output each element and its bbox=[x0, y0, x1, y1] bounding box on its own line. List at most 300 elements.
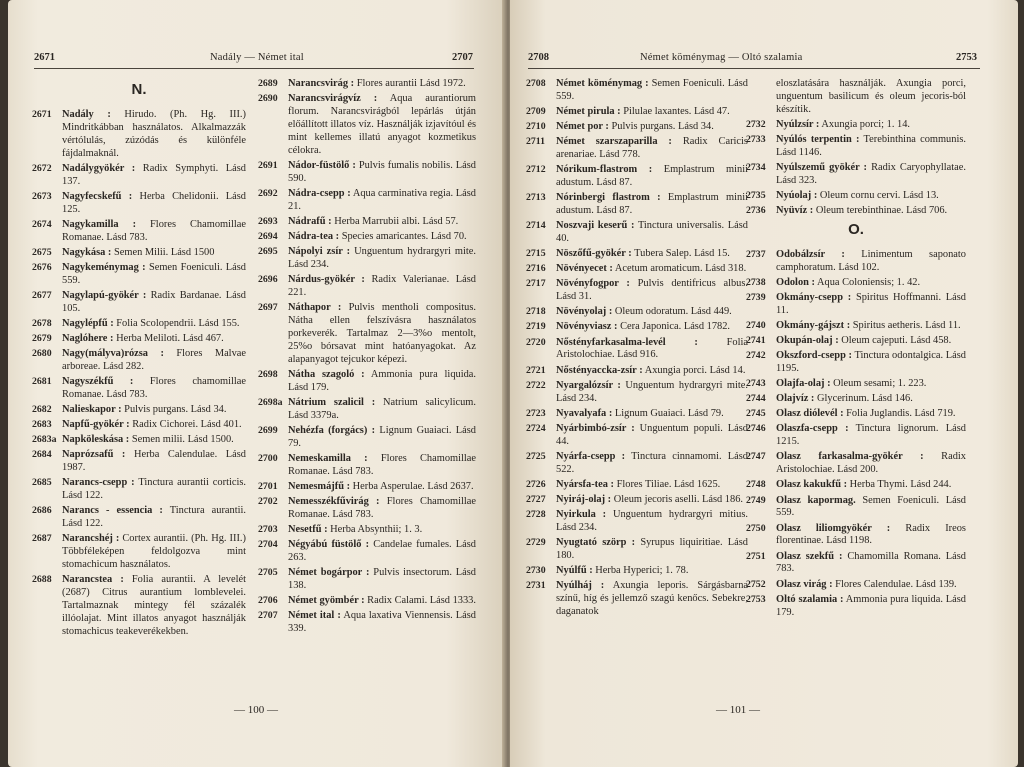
entry-definition: Axungia leporis. Sárgásbarna színű, híg és jellemző szagú kenőcs. Sebekre, daganatok bbox=[556, 580, 749, 617]
entry-definition: Semen Foeniculi. Lásd 559. bbox=[556, 78, 748, 102]
dictionary-entry bbox=[526, 565, 748, 578]
entry-definition: Species amaricantes. Lásd 70. bbox=[341, 230, 467, 242]
dictionary-entry bbox=[746, 523, 966, 549]
dictionary-entry bbox=[258, 231, 476, 244]
entry-number: 2681 bbox=[32, 376, 52, 387]
entry-definition: Aqua laxativa Viennensis. Lásd 339. bbox=[288, 610, 476, 634]
entry-headword: Nagylapú-gyökér : bbox=[62, 289, 147, 301]
entry-number: 2724 bbox=[526, 422, 546, 434]
dictionary-entry bbox=[746, 350, 966, 376]
entry-number: 2697 bbox=[258, 302, 278, 313]
entry-headword: Nagykása : bbox=[62, 246, 112, 258]
entry-headword: Okszford-csepp : bbox=[776, 350, 852, 362]
entry-headword: Nadálygyökér : bbox=[62, 162, 136, 174]
entry-body bbox=[776, 579, 966, 592]
entry-definition: Oleum terebinthinae. Lásd 706. bbox=[815, 205, 948, 217]
dictionary-entry bbox=[258, 369, 476, 395]
dictionary-entry bbox=[746, 119, 966, 132]
dictionary-entry bbox=[526, 263, 748, 276]
entry-body bbox=[556, 423, 748, 449]
entry-body bbox=[556, 106, 748, 119]
entry-body bbox=[288, 453, 476, 479]
entry-headword: Naprózsafű : bbox=[62, 449, 126, 461]
entry-number: 2738 bbox=[746, 276, 766, 288]
entry-body bbox=[556, 494, 748, 507]
entry-number: 2691 bbox=[258, 159, 278, 171]
entry-body bbox=[288, 231, 476, 244]
entry-number: 2701 bbox=[258, 480, 278, 492]
entry-body bbox=[62, 262, 246, 288]
entry-headword: Nalieskapor : bbox=[62, 404, 122, 415]
entry-number: 2734 bbox=[746, 162, 766, 173]
entry-definition: Folia Juglandis. Lásd 719. bbox=[846, 408, 956, 420]
entry-definition: Pulvis fumalis nobilis. Lásd 590. bbox=[288, 159, 476, 184]
entry-definition: Folia Aristolochiae. Lásd 916. bbox=[556, 336, 748, 361]
entry-body bbox=[776, 451, 966, 477]
entry-definition: Radix Ireos florentinae. Lásd 1198. bbox=[776, 522, 966, 547]
entry-body bbox=[776, 523, 966, 549]
entry-number: 2735 bbox=[746, 190, 766, 201]
entry-headword: Olasz kapormag. bbox=[776, 494, 856, 506]
entry-body bbox=[776, 205, 966, 218]
entry-definition: Folia aurantii. A levelét (2687) Citrus aurantium lomblevelei. Tartalmaznak mintegy fél százalék illóolajat. Mint illatos anyagot használják stomachicus teakeverékekben. bbox=[62, 574, 246, 637]
entry-number: 2706 bbox=[258, 594, 278, 606]
entry-headword: Nyugtató szörp : bbox=[556, 536, 636, 548]
entry-number: 2713 bbox=[526, 192, 546, 204]
entry-body bbox=[62, 348, 246, 374]
entry-definition: Terebinthina communis. Lásd 1146. bbox=[776, 134, 966, 158]
entry-definition: Tinctura cinnamomi. Lásd 522. bbox=[556, 450, 748, 475]
dictionary-entry bbox=[746, 205, 966, 218]
entry-definition: Pulvis dentifricus albus. Lásd 31. bbox=[556, 278, 748, 303]
entry-headword: Nyúlzsír : bbox=[776, 118, 820, 130]
entry-number: 2715 bbox=[526, 248, 546, 260]
entry-body bbox=[776, 551, 966, 577]
entry-headword: Növényviasz : bbox=[556, 321, 618, 333]
entry-definition: Flores Malvae arboreae. Lásd 282. bbox=[62, 348, 246, 372]
entry-number: 2705 bbox=[258, 566, 278, 578]
entry-definition: Oleum jecoris aselli. Lásd 186. bbox=[613, 493, 743, 505]
entry-definition: Ammonia pura liquida. Lásd 179. bbox=[288, 368, 476, 393]
continued-entry bbox=[746, 78, 966, 117]
entry-number: 2722 bbox=[526, 379, 546, 391]
entry-definition: Semen Foeniculi. Lásd 559. bbox=[776, 494, 966, 519]
entry-definition: Herba Chelidonii. Lásd 125. bbox=[62, 190, 246, 215]
entry-headword: Német szarszaparilla : bbox=[556, 136, 672, 148]
entry-headword: Nyavalyafa : bbox=[556, 407, 613, 419]
entry-number: 2698 bbox=[258, 368, 278, 380]
entry-number: 2703 bbox=[258, 523, 278, 535]
entry-definition: Oleum odoratum. Lásd 449. bbox=[614, 306, 732, 318]
entry-definition: Folia Scolopendrii. Lásd 155. bbox=[116, 317, 240, 329]
entry-definition: Axungia porci; 1. 14. bbox=[821, 118, 911, 130]
entry-body bbox=[62, 191, 246, 217]
entry-definition: Cera Japonica. Lásd 1782. bbox=[620, 321, 731, 333]
entry-definition: Pilulae laxantes. Lásd 47. bbox=[623, 106, 730, 117]
entry-body bbox=[556, 78, 748, 104]
right-head-first-entry: 2708 bbox=[528, 52, 549, 63]
entry-number: 2678 bbox=[32, 317, 52, 329]
entry-definition: Flores Chamomillae Romanae. Lásd 783. bbox=[62, 218, 246, 243]
entry-headword: Narancstea : bbox=[62, 574, 124, 586]
entry-body bbox=[62, 219, 246, 245]
entry-definition: Ammonia pura liquida. Lásd 179. bbox=[776, 593, 967, 618]
entry-definition: Pulvis purgans. Lásd 34. bbox=[124, 404, 227, 415]
entry-definition: Syrupus liquiritiae. Lásd 180. bbox=[556, 536, 748, 561]
entry-headword: Olasz farkasalma-gyökér : bbox=[776, 451, 924, 463]
right-head-title: Német köménymag — Oltó szalamia bbox=[640, 52, 803, 63]
entry-body bbox=[62, 376, 246, 402]
entry-body bbox=[776, 190, 966, 203]
entry-body bbox=[288, 610, 476, 636]
dictionary-entry bbox=[258, 188, 476, 214]
entry-body bbox=[776, 408, 966, 421]
entry-headword: Narancs-csepp : bbox=[62, 477, 135, 489]
entry-body bbox=[556, 263, 748, 276]
entry-number: 2683 bbox=[32, 419, 52, 431]
entry-headword: Náthapor : bbox=[288, 302, 342, 313]
entry-number: 2709 bbox=[526, 106, 546, 117]
dictionary-entry bbox=[258, 93, 476, 158]
entry-definition: Flores aurantii Lásd 1972. bbox=[356, 78, 466, 89]
entry-number: 2711 bbox=[526, 136, 546, 148]
entry-body bbox=[556, 192, 748, 218]
entry-body bbox=[288, 481, 476, 494]
entry-number: 2741 bbox=[746, 335, 766, 347]
entry-body bbox=[62, 533, 246, 572]
entry-body bbox=[288, 496, 476, 522]
entry-definition: Herba Hyperici; 1. 78. bbox=[595, 564, 689, 576]
entry-number: 2720 bbox=[526, 336, 546, 348]
dictionary-entry bbox=[258, 481, 476, 494]
entry-headword: Nagy(mályva)rózsa : bbox=[62, 348, 164, 359]
entry-headword: Nyúlszemű gyökér : bbox=[776, 162, 868, 173]
entry-body bbox=[776, 162, 966, 188]
entry-number: 2716 bbox=[526, 263, 546, 275]
right-page-number: — 101 — bbox=[716, 704, 760, 716]
dictionary-entry bbox=[258, 302, 476, 367]
dictionary-entry bbox=[746, 594, 966, 620]
entry-headword: Noszvaji keserű : bbox=[556, 220, 635, 232]
entry-body bbox=[556, 479, 748, 492]
dictionary-entry bbox=[746, 249, 966, 275]
dictionary-entry bbox=[746, 423, 966, 449]
dictionary-entry bbox=[258, 610, 476, 636]
entry-number: 2702 bbox=[258, 495, 278, 507]
entry-headword: Nehézfa (forgács) : bbox=[288, 424, 376, 436]
entry-definition: Axungia porci. Lásd 14. bbox=[644, 364, 746, 376]
entry-headword: Nyárfa-csepp : bbox=[556, 450, 626, 462]
entry-headword: Nyiráj-olaj : bbox=[556, 493, 612, 505]
entry-number: 2690 bbox=[258, 93, 278, 105]
entry-headword: Nagylépfű : bbox=[62, 317, 114, 329]
dictionary-entry bbox=[746, 292, 966, 318]
dictionary-entry bbox=[746, 277, 966, 290]
entry-body bbox=[288, 425, 476, 451]
entry-headword: Nemesszékfűvirág : bbox=[288, 495, 380, 507]
entry-definition: Herba Calendulae. Lásd 1987. bbox=[62, 449, 246, 474]
entry-definition: Acetum aromaticum. Lásd 318. bbox=[614, 263, 747, 275]
dictionary-entry bbox=[258, 78, 476, 91]
entry-definition: Emplastrum minii adustum. Lásd 87. bbox=[556, 192, 748, 217]
entry-definition: Aqua aurantiorum florum. Narancsvirágból lepárlás útján előállított illatos víz. Használják izjavítóul és mint kellemes illatú anyagot kozmetikus célokra. bbox=[288, 93, 477, 156]
entry-number: 2682 bbox=[32, 404, 52, 415]
entry-headword: Olasz diólevél : bbox=[776, 408, 844, 420]
dictionary-entry bbox=[32, 419, 246, 432]
entry-number: 2729 bbox=[526, 536, 546, 548]
entry-body bbox=[776, 320, 966, 333]
entry-headword: Okmány-gájszt : bbox=[776, 320, 851, 331]
entry-definition: Herba Marrubii albi. Lásd 57. bbox=[334, 215, 459, 227]
entry-definition: Pulvis purgans. Lásd 34. bbox=[611, 121, 714, 133]
entry-number: 2677 bbox=[32, 289, 52, 301]
entry-body bbox=[556, 278, 748, 304]
dictionary-entry bbox=[32, 574, 246, 639]
entry-definition: Radix Cichorei. Lásd 401. bbox=[132, 419, 242, 431]
entry-definition: Herba Asperulae. Lásd 2637. bbox=[352, 480, 474, 492]
entry-body bbox=[288, 78, 476, 91]
entry-headword: Nórikum-flastrom : bbox=[556, 164, 653, 176]
entry-headword: Német köménymag : bbox=[556, 78, 649, 89]
dictionary-entry bbox=[258, 453, 476, 479]
dictionary-entry bbox=[32, 404, 246, 417]
dictionary-entry bbox=[32, 333, 246, 346]
dictionary-entry bbox=[526, 479, 748, 492]
entry-headword: Nagyszékfű : bbox=[62, 376, 134, 387]
dictionary-entry bbox=[526, 248, 748, 261]
entry-headword: Növényfogpor : bbox=[556, 278, 630, 290]
dictionary-entry bbox=[32, 348, 246, 374]
entry-headword: Olaszfa-csepp : bbox=[776, 423, 849, 435]
entry-headword: Olasz kakukfű : bbox=[776, 479, 848, 491]
entry-definition: Radix Valerianae. Lásd 221. bbox=[288, 274, 476, 298]
entry-headword: Nyúolaj : bbox=[776, 190, 818, 201]
left-column-1 bbox=[32, 78, 246, 641]
entry-number: 2736 bbox=[746, 205, 766, 217]
entry-number: 2695 bbox=[258, 246, 278, 257]
dictionary-entry bbox=[746, 579, 966, 592]
entry-number: 2675 bbox=[32, 246, 52, 258]
entry-number: 2710 bbox=[526, 121, 546, 133]
entry-number: 2704 bbox=[258, 538, 278, 550]
entry-headword: Nadály : bbox=[62, 108, 111, 120]
entry-number: 2693 bbox=[258, 215, 278, 227]
entry-headword: Olasz liliomgyökér : bbox=[776, 522, 891, 534]
entry-definition: Radix Bardanae. Lásd 105. bbox=[62, 289, 246, 314]
entry-definition: Semen Foeniculi. Lásd 559. bbox=[62, 261, 246, 286]
dictionary-entry bbox=[32, 434, 246, 447]
entry-headword: Nemeskamilla : bbox=[288, 452, 368, 464]
entry-headword: Nápolyi zsír : bbox=[288, 246, 351, 257]
entry-headword: Nyargalózsír : bbox=[556, 379, 621, 391]
entry-headword: Nőstényfarkasalma-levél : bbox=[556, 336, 698, 348]
entry-headword: Nyúlfű : bbox=[556, 564, 593, 576]
right-page bbox=[510, 0, 1018, 767]
dictionary-entry bbox=[526, 136, 748, 162]
entry-number: 2753 bbox=[746, 593, 766, 605]
entry-definition: Flores Chamomillae Romanae. Lásd 783. bbox=[288, 495, 476, 520]
dictionary-entry bbox=[526, 337, 748, 363]
entry-headword: Narancshéj : bbox=[62, 533, 120, 545]
entry-definition: Oleum cajeputi. Lásd 458. bbox=[841, 335, 952, 347]
entry-definition: Flores Tiliae. Lásd 1625. bbox=[616, 478, 721, 490]
entry-headword: Nyársfa-tea : bbox=[556, 478, 614, 490]
dictionary-entry bbox=[32, 219, 246, 245]
dictionary-entry bbox=[258, 425, 476, 451]
entry-body bbox=[62, 419, 246, 432]
entry-headword: Német gyömbér : bbox=[288, 594, 365, 606]
dictionary-entry bbox=[746, 320, 966, 333]
dictionary-entry bbox=[526, 121, 748, 134]
entry-definition: Radix Caricis arenariae. Lásd 778. bbox=[556, 136, 748, 161]
entry-body bbox=[62, 290, 246, 316]
entry-headword: Nátha szagoló : bbox=[288, 368, 365, 380]
entry-body bbox=[62, 404, 246, 417]
entry-number: 2743 bbox=[746, 378, 766, 390]
entry-body bbox=[288, 216, 476, 229]
entry-definition: Spiritus Hoffmanni. Lásd 11. bbox=[776, 292, 966, 316]
entry-number: 2687 bbox=[32, 533, 52, 545]
entry-headword: Német ital : bbox=[288, 610, 341, 621]
entry-headword: Olasz virág : bbox=[776, 578, 833, 590]
dictionary-entry bbox=[32, 290, 246, 316]
entry-headword: Odobálzsír : bbox=[776, 248, 845, 260]
entry-number: 2671 bbox=[32, 108, 52, 120]
entry-body bbox=[556, 537, 748, 563]
entry-body bbox=[288, 274, 476, 300]
entry-headword: Nesetfű : bbox=[288, 523, 328, 535]
entry-number: 2707 bbox=[258, 610, 278, 621]
entry-headword: Oltó szalamia : bbox=[776, 593, 844, 605]
entry-body bbox=[556, 136, 748, 162]
entry-definition: Tinctura universalis. Lásd 40. bbox=[556, 220, 748, 245]
entry-headword: Nádor-füstölő : bbox=[288, 159, 356, 171]
dictionary-entry bbox=[258, 595, 476, 608]
entry-definition: Oleum cornu cervi. Lásd 13. bbox=[819, 190, 939, 201]
entry-body bbox=[288, 188, 476, 214]
entry-body bbox=[776, 378, 966, 391]
entry-number: 2674 bbox=[32, 218, 52, 230]
entry-body bbox=[556, 451, 748, 477]
dictionary-entry bbox=[746, 408, 966, 421]
entry-body bbox=[556, 337, 748, 363]
entry-definition: Radix Aristolochiae. Lásd 200. bbox=[776, 451, 966, 476]
dictionary-entry bbox=[526, 580, 748, 619]
entry-number: 2752 bbox=[746, 578, 766, 590]
entry-headword: Narancs - essencia : bbox=[62, 505, 163, 517]
entry-definition: Lignum Guaiaci. Lásd 79. bbox=[288, 424, 476, 449]
entry-number: 2698a bbox=[258, 396, 283, 408]
entry-body bbox=[62, 333, 246, 346]
dictionary-entry bbox=[746, 451, 966, 477]
dictionary-entry bbox=[746, 335, 966, 348]
dictionary-entry bbox=[258, 397, 476, 423]
entry-number: 2732 bbox=[746, 118, 766, 130]
dictionary-entry bbox=[258, 524, 476, 537]
entry-body bbox=[556, 380, 748, 406]
dictionary-entry bbox=[526, 494, 748, 507]
entry-definition: Oleum sesami; 1. 223. bbox=[833, 378, 927, 390]
entry-number: 2714 bbox=[526, 220, 546, 232]
entry-body bbox=[776, 134, 966, 160]
entry-definition: Tinctura lignorum. Lásd 1215. bbox=[776, 423, 966, 448]
left-head-last-entry: 2707 bbox=[452, 52, 473, 63]
entry-definition: Semen Milii. Lásd 1500 bbox=[113, 246, 215, 258]
entry-body bbox=[288, 567, 476, 593]
entry-definition: Spiritus aetheris. Lásd 11. bbox=[852, 320, 961, 331]
entry-definition: Unguentum hydrargyri mite. Lásd 234. bbox=[556, 379, 748, 404]
section-letter-o: O. bbox=[848, 221, 864, 238]
entry-number: 2684 bbox=[32, 449, 52, 461]
entry-definition: Unguentum populi. Lásd 44. bbox=[556, 422, 748, 447]
dictionary-entry bbox=[526, 164, 748, 190]
entry-number: 2727 bbox=[526, 493, 546, 505]
dictionary-entry bbox=[526, 380, 748, 406]
entry-body bbox=[556, 121, 748, 134]
entry-body bbox=[556, 306, 748, 319]
entry-body bbox=[62, 574, 246, 639]
entry-definition: Tinctura odontalgica. Lásd 1195. bbox=[776, 350, 966, 375]
entry-headword: Négyábú füstölő : bbox=[288, 538, 370, 550]
entry-number: 2728 bbox=[526, 508, 546, 520]
entry-number: 2742 bbox=[746, 350, 766, 362]
entry-body bbox=[776, 350, 966, 376]
dictionary-entry bbox=[32, 163, 246, 189]
entry-body bbox=[776, 479, 966, 492]
entry-number: 2723 bbox=[526, 407, 546, 419]
dictionary-entry bbox=[526, 423, 748, 449]
entry-definition: Tinctura aurantii corticis. Lásd 122. bbox=[62, 477, 246, 502]
entry-body bbox=[288, 539, 476, 565]
continued-entry-text: eloszlatására használják. Axungia porci, unguentum basilicum és oleum jecoris-ból készítik. bbox=[776, 78, 966, 115]
dictionary-entry bbox=[258, 216, 476, 229]
entry-body bbox=[556, 164, 748, 190]
entry-headword: Növényolaj : bbox=[556, 306, 613, 318]
entry-body bbox=[776, 594, 966, 620]
entry-number: 2749 bbox=[746, 494, 766, 506]
entry-number: 2673 bbox=[32, 190, 52, 202]
entry-definition: Unguentum hydrargyri mitius. Lásd 234. bbox=[556, 508, 748, 533]
entry-headword: Narancsvirágvíz : bbox=[288, 93, 378, 105]
dictionary-entry bbox=[258, 160, 476, 186]
entry-headword: Nádra-tea : bbox=[288, 230, 340, 242]
dictionary-entry bbox=[526, 321, 748, 334]
entry-headword: Nyúlháj : bbox=[556, 580, 605, 592]
entry-number: 2744 bbox=[746, 393, 766, 405]
entry-definition: Unguentum hydrargyri mite. Lásd 234. bbox=[288, 246, 476, 270]
right-column-1 bbox=[526, 78, 748, 621]
entry-definition: Tinctura aurantii. Lásd 122. bbox=[62, 505, 246, 530]
entry-number: 2740 bbox=[746, 320, 766, 331]
dictionary-entry bbox=[746, 393, 966, 406]
entry-headword: Nádrafű : bbox=[288, 215, 332, 227]
dictionary-entry bbox=[746, 190, 966, 203]
entry-number: 2737 bbox=[746, 248, 766, 260]
dictionary-entry bbox=[258, 274, 476, 300]
entry-number: 2721 bbox=[526, 364, 546, 376]
entry-number: 2688 bbox=[32, 574, 52, 586]
entry-headword: Nyüvíz : bbox=[776, 205, 814, 217]
entry-body bbox=[288, 302, 476, 367]
entry-number: 2694 bbox=[258, 230, 278, 242]
dictionary-entry bbox=[526, 306, 748, 319]
entry-body bbox=[62, 163, 246, 189]
dictionary-entry bbox=[746, 162, 966, 188]
entry-number: 2689 bbox=[258, 78, 278, 89]
entry-number: 2747 bbox=[746, 451, 766, 463]
entry-number: 2745 bbox=[746, 408, 766, 420]
entry-number: 2712 bbox=[526, 164, 546, 176]
